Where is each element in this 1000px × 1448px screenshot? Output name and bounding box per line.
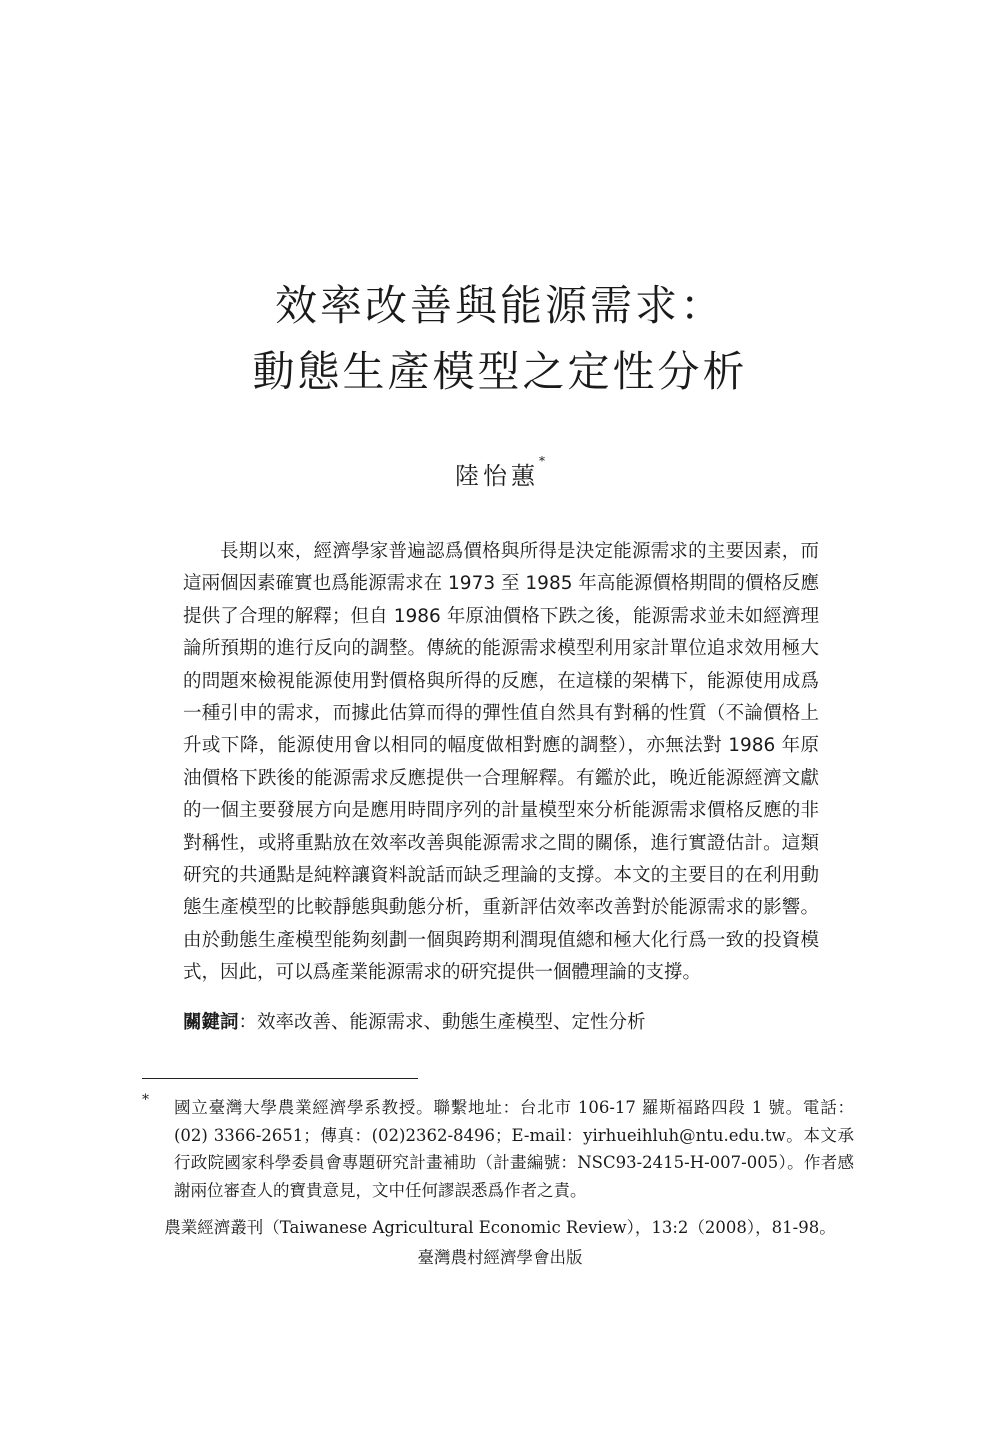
paper-title-line-1: 效率改善與能源需求： [274,281,725,330]
author-footnote: 國立臺灣大學農業經濟學系教授。聯繫地址：台北市 106-17 羅斯福路四段 1 號。電話：(02) 3366-2651；傳真：(02)2362-8496；E-mail：yirhueihluh@ntu.edu.tw。本文承行政院國家科學委員會專題研究計畫補助（計畫編號：NSC93-2415-H-007-005）。作者感謝兩位審查人的寶貴意見，文中任何謬誤悉爲作者之責。 [174,1098,854,1200]
abstract: 長期以來，經濟學家普遍認爲價格與所得是決定能源需求的主要因素，而這兩個因素確實也爲能源需求在 1973 至 1985 年高能源價格期間的價格反應提供了合理的解釋；但自 1986 年原油價格下跌之後，能源需求並未如經濟理論所預期的進行反向的調整。傳統的能源需求模型利用家計單位追求效用極大的問題來檢視能源使用對價格與所得的反應，在這樣的架構下，能源使用成爲一種引申的需求，而據此估算而得的彈性值自然具有對稱的性質（不論價格上升或下降，能源使用會以相同的幅度做相對應的調整），亦無法對 1986 年原油價格下跌後的能源需求反應提供一合理解釋。有鑑於此，晚近能源經濟文獻的一個主要發展方向是應用時間序列的計量模型來分析能源需求價格反應的非對稱性，或將重點放在效率改善與能源需求之間的關係，進行實證估計。這類研究的共通點是純粹讓資料說話而缺乏理論的支撐。本文的主要目的在利用動態生產模型的比較靜態與動態分析，重新評估效率改善對於能源需求的影響。由於動態生產模型能夠刻劃一個與跨期利潤現值總和極大化行爲一致的投資模式，因此，可以爲產業能源需求的研究提供一個體理論的支撐。 [183,541,819,984]
publisher-line: 臺灣農村經濟學會出版 [417,1248,583,1267]
author-footnote-mark: * [539,454,545,468]
author-name: 陸怡蕙 [455,462,539,490]
footnote-mark: * [142,1092,149,1108]
keywords [183,1008,823,1038]
keywords-list: ：效率改善、能源需求、動態生產模型、定性分析 [238,1012,646,1033]
footnote-divider [142,1078,418,1079]
paper-title-line-2: 動態生產模型之定性分析 [252,347,748,396]
keywords-label: 關鍵詞 [183,1012,239,1033]
author [0,456,1000,491]
journal-citation: 農業經濟叢刊（Taiwanese Agricultural Economic Review），13:2（2008），81-98。 [164,1218,836,1237]
